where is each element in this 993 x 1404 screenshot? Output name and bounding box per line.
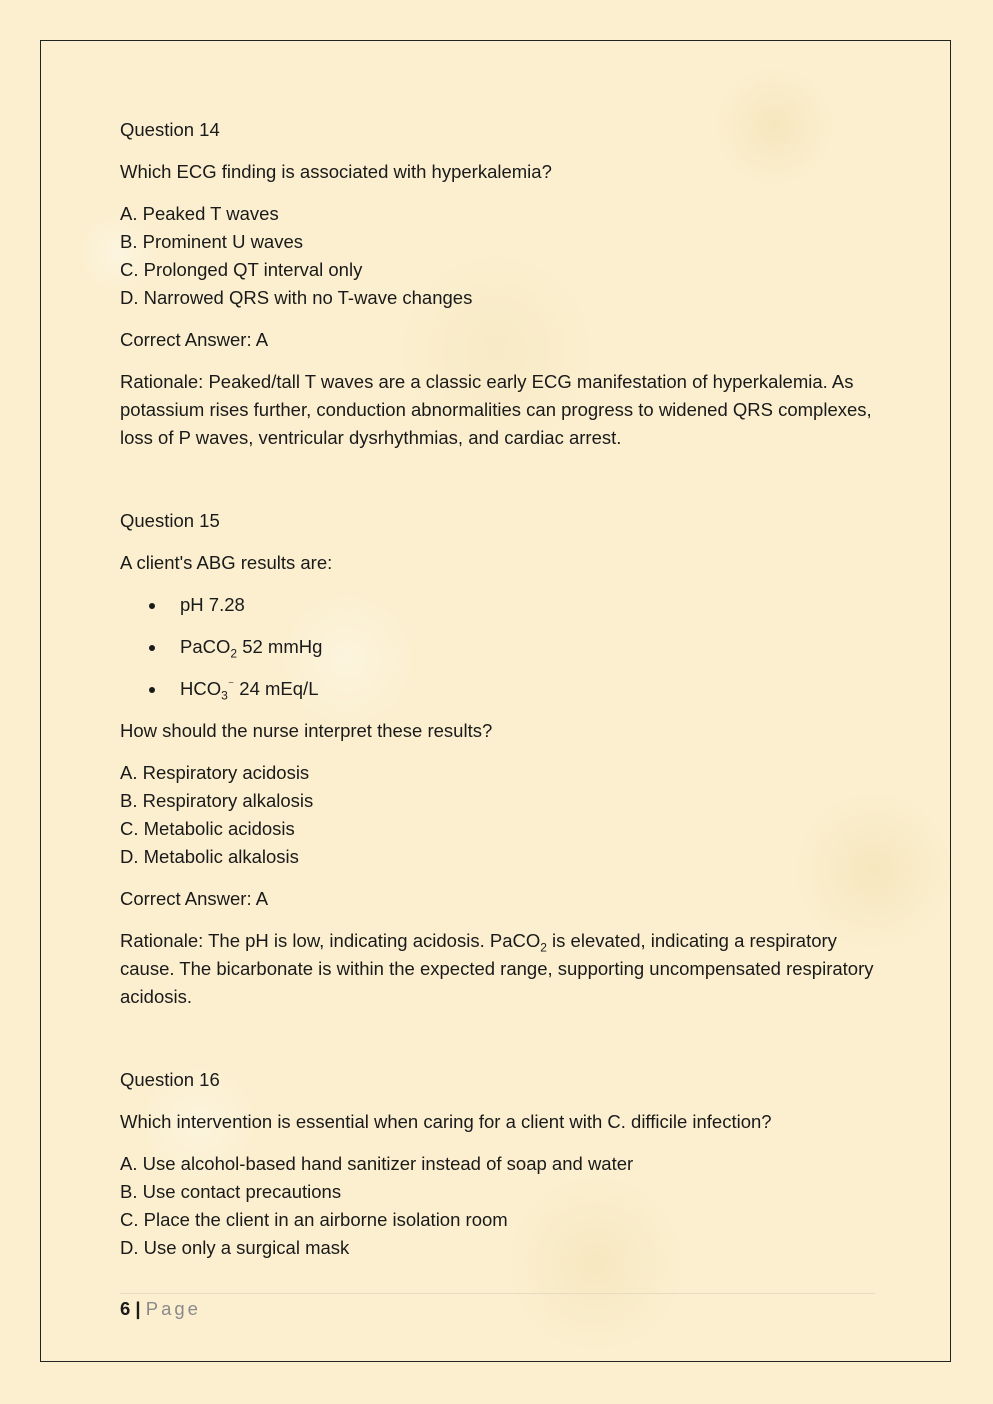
answer-options xyxy=(120,759,880,871)
abg-hco3-value: 24 mEq/L xyxy=(234,678,319,699)
question-title: Question 14 xyxy=(120,119,220,140)
footer-separator: | xyxy=(130,1298,146,1319)
abg-ph-text: pH 7.28 xyxy=(180,594,245,615)
section-gap xyxy=(120,452,880,507)
rationale xyxy=(120,927,880,1011)
page-label: Page xyxy=(145,1298,201,1319)
abg-paco2-subscript: 2 xyxy=(230,646,238,661)
page-number: 6 xyxy=(120,1298,131,1319)
question-title: Question 15 xyxy=(120,510,220,531)
question-14 xyxy=(120,116,880,452)
option-a: A. Peaked T waves xyxy=(120,203,279,224)
option-c: C. Metabolic acidosis xyxy=(120,818,295,839)
abg-hco3-prefix: HCO xyxy=(180,678,222,699)
question-prompt: How should the nurse interpret these results? xyxy=(120,720,493,741)
abg-hco3-superscript: ⁻ xyxy=(227,676,235,691)
option-c: C. Place the client in an airborne isolation room xyxy=(120,1209,508,1230)
rationale-part-1: Rationale: The pH is low, indicating acidosis. PaCO xyxy=(120,930,541,951)
option-c: C. Prolonged QT interval only xyxy=(120,259,363,280)
rationale-part-2: is elevated, indicating a respiratory cause. The bicarbonate is within the expected range, supporting uncompensated respiratory acidosis. xyxy=(120,930,874,1007)
section-gap xyxy=(120,1011,880,1066)
bullet-icon xyxy=(149,687,155,693)
question-stem: Which ECG finding is associated with hyperkalemia? xyxy=(120,161,552,182)
abg-ph xyxy=(120,591,880,619)
question-stem: Which intervention is essential when caring for a client with C. difficile infection? xyxy=(120,1111,772,1132)
question-16 xyxy=(120,1066,880,1262)
answer-options xyxy=(120,1150,880,1262)
correct-answer: Correct Answer: A xyxy=(120,888,269,909)
rationale: Rationale: Peaked/tall T waves are a classic early ECG manifestation of hyperkalemia. As potassium rises further, conduction abnormalities can progress to widened QRS complexes, loss of P waves, ventricular dysrhythmias, and cardiac arrest. xyxy=(120,371,872,448)
abg-results-list xyxy=(120,591,880,703)
page-footer xyxy=(120,1293,875,1320)
option-d: D. Use only a surgical mask xyxy=(120,1237,350,1258)
question-stem: A client's ABG results are: xyxy=(120,552,333,573)
abg-hco3 xyxy=(120,675,880,703)
option-d: D. Narrowed QRS with no T-wave changes xyxy=(120,287,473,308)
option-b: B. Prominent U waves xyxy=(120,231,304,252)
option-b: B. Respiratory alkalosis xyxy=(120,790,314,811)
option-a: A. Respiratory acidosis xyxy=(120,762,310,783)
abg-hco3-subscript: 3 xyxy=(221,688,228,703)
rationale-subscript: 2 xyxy=(540,940,547,955)
document-body xyxy=(120,116,880,1276)
option-d: D. Metabolic alkalosis xyxy=(120,846,299,867)
option-b: B. Use contact precautions xyxy=(120,1181,342,1202)
bullet-icon xyxy=(149,645,155,651)
abg-paco2-value: 52 mmHg xyxy=(237,636,323,657)
option-a: A. Use alcohol-based hand sanitizer instead of soap and water xyxy=(120,1153,634,1174)
abg-paco2-prefix: PaCO xyxy=(180,636,231,657)
answer-options xyxy=(120,200,880,312)
abg-paco2 xyxy=(120,633,880,661)
question-15 xyxy=(120,507,880,1011)
question-title: Question 16 xyxy=(120,1069,220,1090)
correct-answer: Correct Answer: A xyxy=(120,329,269,350)
bullet-icon xyxy=(149,603,155,609)
